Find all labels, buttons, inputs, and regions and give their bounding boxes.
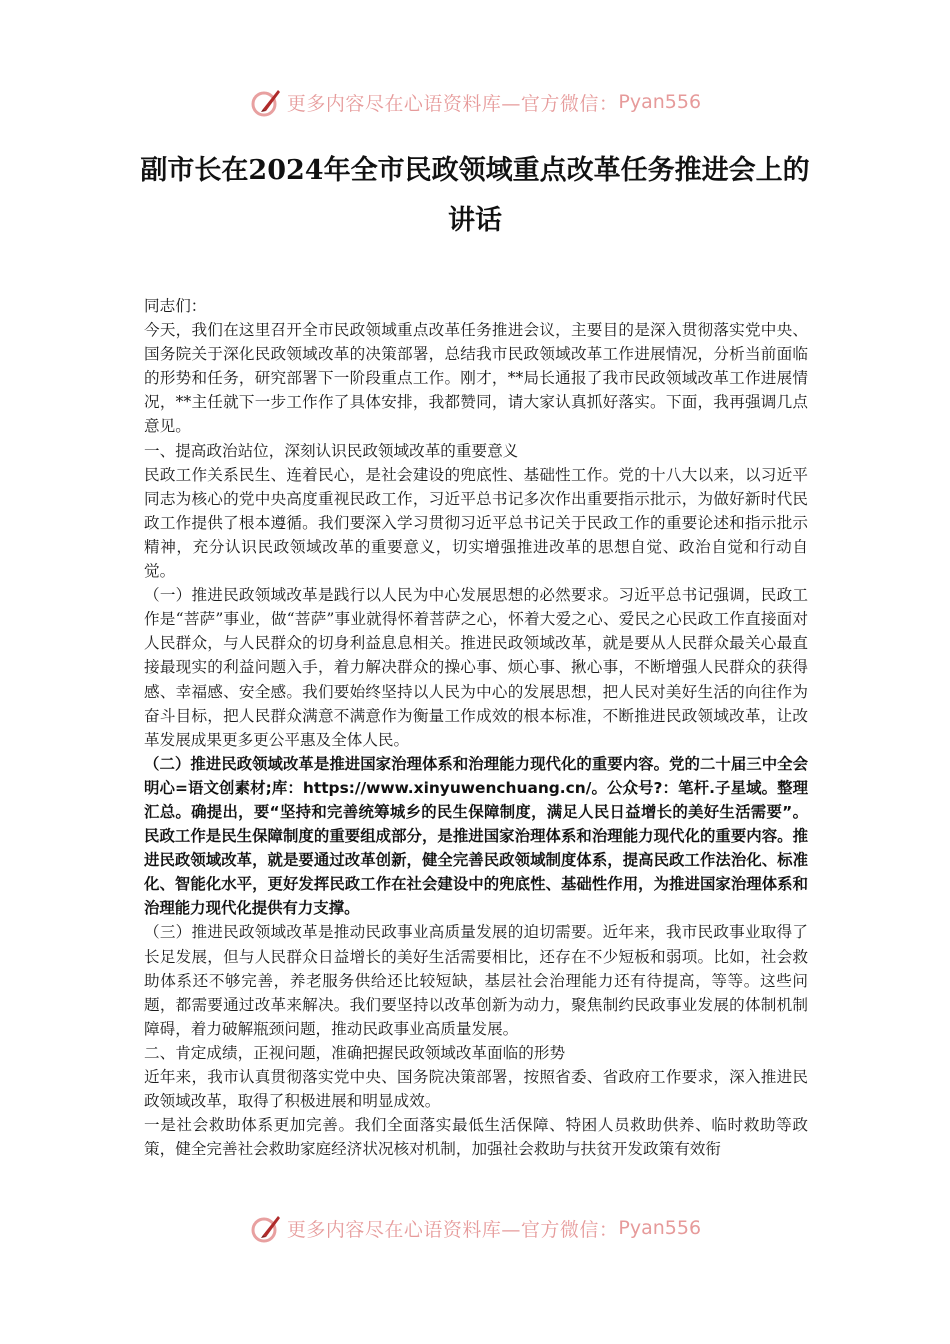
footer-watermark-banner bbox=[0, 1206, 950, 1250]
document-title: 副市长在2024年全市民政领域重点改革任务推进会上的讲话 bbox=[140, 155, 810, 236]
quill-pen-logo-icon bbox=[249, 85, 283, 119]
header-banner-wechat-id: Pyan556 bbox=[618, 91, 702, 113]
section-heading-1: 一、提高政治站位，深刻认识民政领域改革的重要意义 bbox=[144, 441, 519, 460]
paragraph-intro: 今天，我们在这里召开全市民政领域重点改革任务推进会议，主要目的是深入贯彻落实党中央、国务院关于深化民政领域改革的决策部署，总结我市民政领域改革工作进展情况，分析当前面临的形势和任务，研究部署下一阶段重点工作。刚才，**局长通报了我市民政领域改革工作进展情况，**主任就下一步工作作了具体安排，我都赞同，请大家认真抓好落实。下面，我再强调几点意见。 bbox=[144, 321, 808, 436]
paragraph-bold: （二）推进民政领域改革是推进国家治理体系和治理能力现代化的重要内容。党的二十届三中全会明心=语文创素材;库：https://www.xinyuwenchuang.cn/。公众号?：笔杆.子星域。整理汇总。确提出，要“坚持和完善统筹城乡的民生保障制度，满足人民日益增长的美好生活需要”。民政工作是民生保障制度的重要组成部分，是推进国家治理体系和治理能力现代化的重要内容。推进民政领域改革，就是要通过改革创新，健全完善民政领域制度体系，提高民政工作法治化、标准化、智能化水平，更好发挥民政工作在社会建设中的兜底性、基础性作用，为推进国家治理体系和治理能力现代化提供有力支撑。 bbox=[144, 754, 808, 918]
paragraph: 民政工作关系民生、连着民心，是社会建设的兜底性、基础性工作。党的十八大以来，以习近平同志为核心的党中央高度重视民政工作，习近平总书记多次作出重要指示批示，为做好新时代民政工作提供了根本遵循。我们要深入学习贯彻习近平总书记关于民政工作的重要论述和指示批示精神，充分认识民政领域改革的重要意义，切实增强推进改革的思想自觉、政治自觉和行动自觉。 bbox=[144, 465, 808, 581]
footer-banner-text: 更多内容尽在心语资料库—官方微信： bbox=[286, 1218, 619, 1241]
paragraph: （三）推进民政领域改革是推动民政事业高质量发展的迫切需要。近年来，我市民政事业取得了长足发展，但与人民群众日益增长的美好生活需要相比，还存在不少短板和弱项。比如，社会救助体系还不够完善，养老服务供给还比较短缺，基层社会治理能力还有待提高，等等。这些问题，都需要通过改革来解决。我们要坚持以改革创新为动力，聚焦制约民政事业发展的体制机制障碍，着力破解瓶颈问题，推动民政事业高质量发展。 bbox=[144, 923, 808, 1038]
paragraph: 近年来，我市认真贯彻落实党中央、国务院决策部署，按照省委、省政府工作要求，深入推进民政领域改革，取得了积极进展和明显成效。 bbox=[144, 1068, 808, 1111]
header-watermark-banner bbox=[0, 80, 950, 124]
footer-banner-wechat-id: Pyan556 bbox=[618, 1217, 702, 1239]
document-body bbox=[144, 294, 808, 1161]
paragraph: 一是社会救助体系更加完善。我们全面落实最低生活保障、特困人员救助供养、临时救助等政策，健全完善社会救助家庭经济状况核对机制，加强社会救助与扶贫开发政策有效衔 bbox=[144, 1116, 808, 1159]
quill-pen-logo-icon bbox=[249, 1211, 283, 1245]
section-heading-2: 二、肯定成绩，正视问题，准确把握民政领域改革面临的形势 bbox=[144, 1043, 566, 1062]
salutation: 同志们： bbox=[144, 297, 207, 315]
header-banner-text: 更多内容尽在心语资料库—官方微信： bbox=[286, 92, 619, 115]
paragraph: （一）推进民政领域改革是践行以人民为中心发展思想的必然要求。习近平总书记强调，民政工作是“菩萨”事业，做“菩萨”事业就得怀着菩萨之心，怀着大爱之心、爱民之心民政工作直接面对人民群众，与人民群众的切身利益息息相关。推进民政领域改革，就是要从人民群众最关心最直接最现实的利益问题入手，着力解决群众的操心事、烦心事、揪心事，不断增强人民群众的获得感、幸福感、安全感。我们要始终坚持以人民为中心的发展思想，把人民对美好生活的向往作为奋斗目标，把人民群众满意不满意作为衡量工作成效的根本标准，不断推进民政领域改革，让改革发展成果更多更公平惠及全体人民。 bbox=[144, 586, 808, 749]
